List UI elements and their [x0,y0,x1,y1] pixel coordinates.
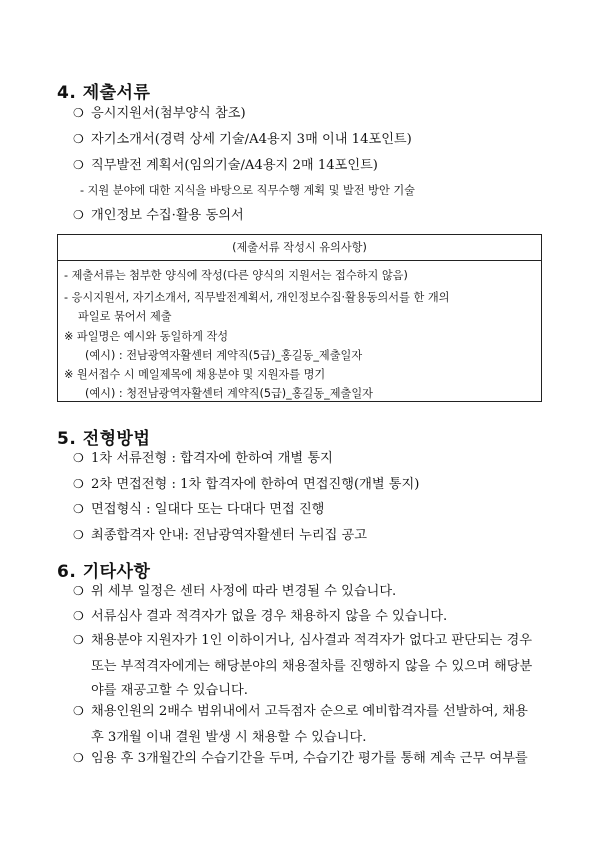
list-item: ❍ 면접형식 : 일대다 또는 다대다 면접 진행 [73,502,325,517]
circle-bullet-icon: ❍ [73,502,84,516]
circle-bullet-icon: ❍ [73,477,84,491]
circle-bullet-icon: ❍ [73,158,84,172]
list-item: ❍ 응시지원서(첨부양식 참조) [73,106,246,121]
circle-bullet-icon: ❍ [73,584,84,598]
list-item: ❍ 최종합격자 안내: 전남광역자활센터 누리집 공고 [73,528,367,543]
section-6-heading: 6. 기타사항 [57,562,151,582]
list-item: ❍ 2차 면접전형 : 1차 합격자에 한하여 면접진행(개별 통지) [73,477,420,492]
list-item: ❍ 1차 서류전형 : 합격자에 한하여 개별 통지 [73,451,333,466]
section-5-heading: 5. 전형방법 [57,429,151,449]
list-item: ❍ 자기소개서(경력 상세 기술/A4용지 3매 이내 14포인트) [73,132,412,147]
list-item-continuation: 야를 재공고할 수 있습니다. [91,683,248,698]
notice-line: (예시) : 전남광역자활센터 계약직(5급)_홍길동_제출일자 [85,349,363,362]
list-item: ❍ 채용인원의 2배수 범위내에서 고득점자 순으로 예비합격자를 선발하여, 채용 [73,704,528,719]
circle-bullet-icon: ❍ [73,106,84,120]
list-item: ❍ 개인정보 수집·활용 동의서 [73,208,244,223]
circle-bullet-icon: ❍ [73,704,84,718]
notice-line: - 응시지원서, 자기소개서, 직무발전계획서, 개인정보수집·활용동의서를 한 개의 [64,291,450,304]
circle-bullet-icon: ❍ [73,208,84,222]
notice-line: (예시) : 청전남광역자활센터 계약직(5급)_홍길동_제출일자 [85,387,373,400]
circle-bullet-icon: ❍ [73,132,84,146]
list-item-continuation: 후 3개월 이내 결원 발생 시 채용할 수 있습니다. [91,730,367,745]
circle-bullet-icon: ❍ [73,633,84,647]
list-item: ❍ 위 세부 일정은 센터 사정에 따라 변경될 수 있습니다. [73,584,397,599]
section-4-heading: 4. 제출서류 [57,83,151,103]
list-item-continuation: 또는 부적격자에게는 해당분야의 채용절차를 진행하지 않을 수 있으며 해당분 [91,659,533,674]
circle-bullet-icon: ❍ [73,528,84,542]
notice-line: 파일로 묶어서 제출 [78,310,172,323]
list-item: ❍ 직무발전 계획서(임의기술/A4용지 2매 14포인트) [73,158,378,173]
notice-line: ※ 원서접수 시 메일제목에 채용분야 및 지원자를 명기 [64,368,326,381]
notice-box [57,234,542,402]
list-item: ❍ 채용분야 지원자가 1인 이하이거나, 심사결과 적격자가 없다고 판단되는 경우 [73,633,533,648]
notice-box-title: (제출서류 작성시 유의사항) [58,235,541,261]
circle-bullet-icon: ❍ [73,609,84,623]
circle-bullet-icon: ❍ [73,451,84,465]
notice-line: ※ 파일명은 예시와 동일하게 작성 [64,330,229,343]
notice-line: - 제출서류는 첨부한 양식에 작성(다른 양식의 지원서는 접수하지 않음) [64,269,408,282]
list-item: ❍ 임용 후 3개월간의 수습기간을 두며, 수습기간 평가를 통해 계속 근무 여부를 [73,751,528,766]
list-item: ❍ 서류심사 결과 적격자가 없을 경우 채용하지 않을 수 있습니다. [73,609,448,624]
sub-note: - 지원 분야에 대한 지식을 바탕으로 직무수행 계획 및 발전 방안 기술 [80,184,415,197]
circle-bullet-icon: ❍ [73,751,84,765]
